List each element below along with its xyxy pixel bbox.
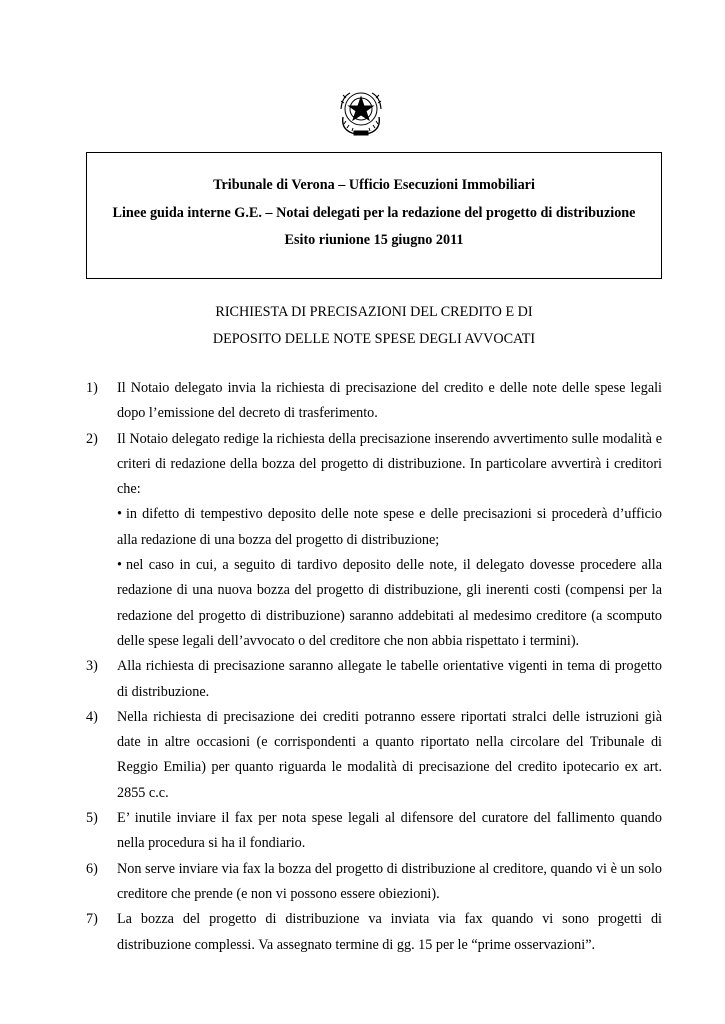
header-guidelines-title: Linee guida interne G.E. – Notai delegati per la redazione del progetto di distribuzione — [112, 205, 636, 221]
list-item — [86, 907, 662, 958]
list-item — [86, 654, 662, 705]
list-item-text: Il Notaio delegato redige la richiesta della precisazione inserendo avvertimento sulle modalità e criteri di redazione della bozza del progetto di distribuzione. In particolare avvertirà i creditori che: — [117, 430, 662, 498]
list-item-text: Non serve inviare via fax la bozza del progetto di distribuzione al creditore, quando vi è un solo creditore che prende (e non vi possono essere obiezioni). — [117, 860, 662, 902]
list-item-number: 4) — [86, 708, 98, 725]
document-header-box — [86, 152, 662, 279]
list-item — [86, 857, 662, 908]
list-item-number: 7) — [86, 911, 98, 928]
list-item — [86, 427, 662, 655]
list-item-number: 5) — [86, 810, 98, 827]
list-item-number: 1) — [86, 380, 98, 396]
list-item — [86, 806, 662, 857]
bullet-item-text: in difetto di tempestivo deposito delle note spese e delle precisazioni si procederà d’ufficio alla redazione di una bozza del progetto di distribuzione; — [117, 506, 662, 548]
list-item-text: Alla richiesta di precisazione saranno allegate le tabelle orientative vigenti in tema di progetto di distribuzione. — [117, 658, 662, 700]
guidelines-list — [86, 376, 662, 958]
header-meeting-date: Esito riunione 15 giugno 2011 — [284, 232, 464, 248]
list-item — [86, 376, 662, 427]
section-title-line-2: DEPOSITO DELLE NOTE SPESE DEGLI AVVOCATI — [212, 331, 536, 347]
list-item-number: 2) — [86, 430, 98, 447]
list-item-text: Il Notaio delegato invia la richiesta di precisazione del credito e delle note delle spese legali dopo l’emissione del decreto di trasferimento. — [117, 380, 662, 422]
list-item-text: Nella richiesta di precisazione dei crediti potranno essere riportati stralci delle istruzioni già date in altre occasioni (e corrispondenti a quanto riportato nella circolare del Tribunale di Reggio Emilia) per quanto riguarda le modalità di precisazione del credito ipotecario ex art. 2855 c.c. — [117, 708, 662, 801]
list-item-text: E’ inutile inviare il fax per nota spese legali al difensore del curatore del fallimento quando nella procedura si ha il fondiario. — [117, 810, 662, 852]
list-item-number: 3) — [86, 658, 98, 675]
bullet-item-text: nel caso in cui, a seguito di tardivo deposito delle note, il delegato dovesse procedere alla redazione di una nuova bozza del progetto di distribuzione, gli inerenti costi (compensi per la redazione del progetto di distribuzione) saranno addebitati al medesimo creditore (a scomputo delle spese legali dell’avvocato o del creditore che non abbia rispettato i termini). — [117, 557, 662, 649]
header-court-title: Tribunale di Verona – Ufficio Esecuzioni Immobiliari — [213, 177, 535, 193]
section-title-line-1: RICHIESTA DI PRECISAZIONI DEL CREDITO E DI — [215, 304, 533, 320]
bullet-icon: • — [117, 506, 122, 523]
list-item — [86, 705, 662, 806]
list-item-number: 6) — [86, 860, 98, 877]
bullet-icon: • — [117, 557, 122, 574]
italian-republic-emblem-icon — [338, 87, 384, 137]
bullet-item — [117, 553, 662, 654]
bullet-item — [117, 502, 662, 553]
list-item-text: La bozza del progetto di distribuzione va inviata via fax quando vi sono progetti di distribuzione complessi. Va assegnato termine di gg. 15 per le “prime osservazioni”. — [117, 911, 662, 953]
